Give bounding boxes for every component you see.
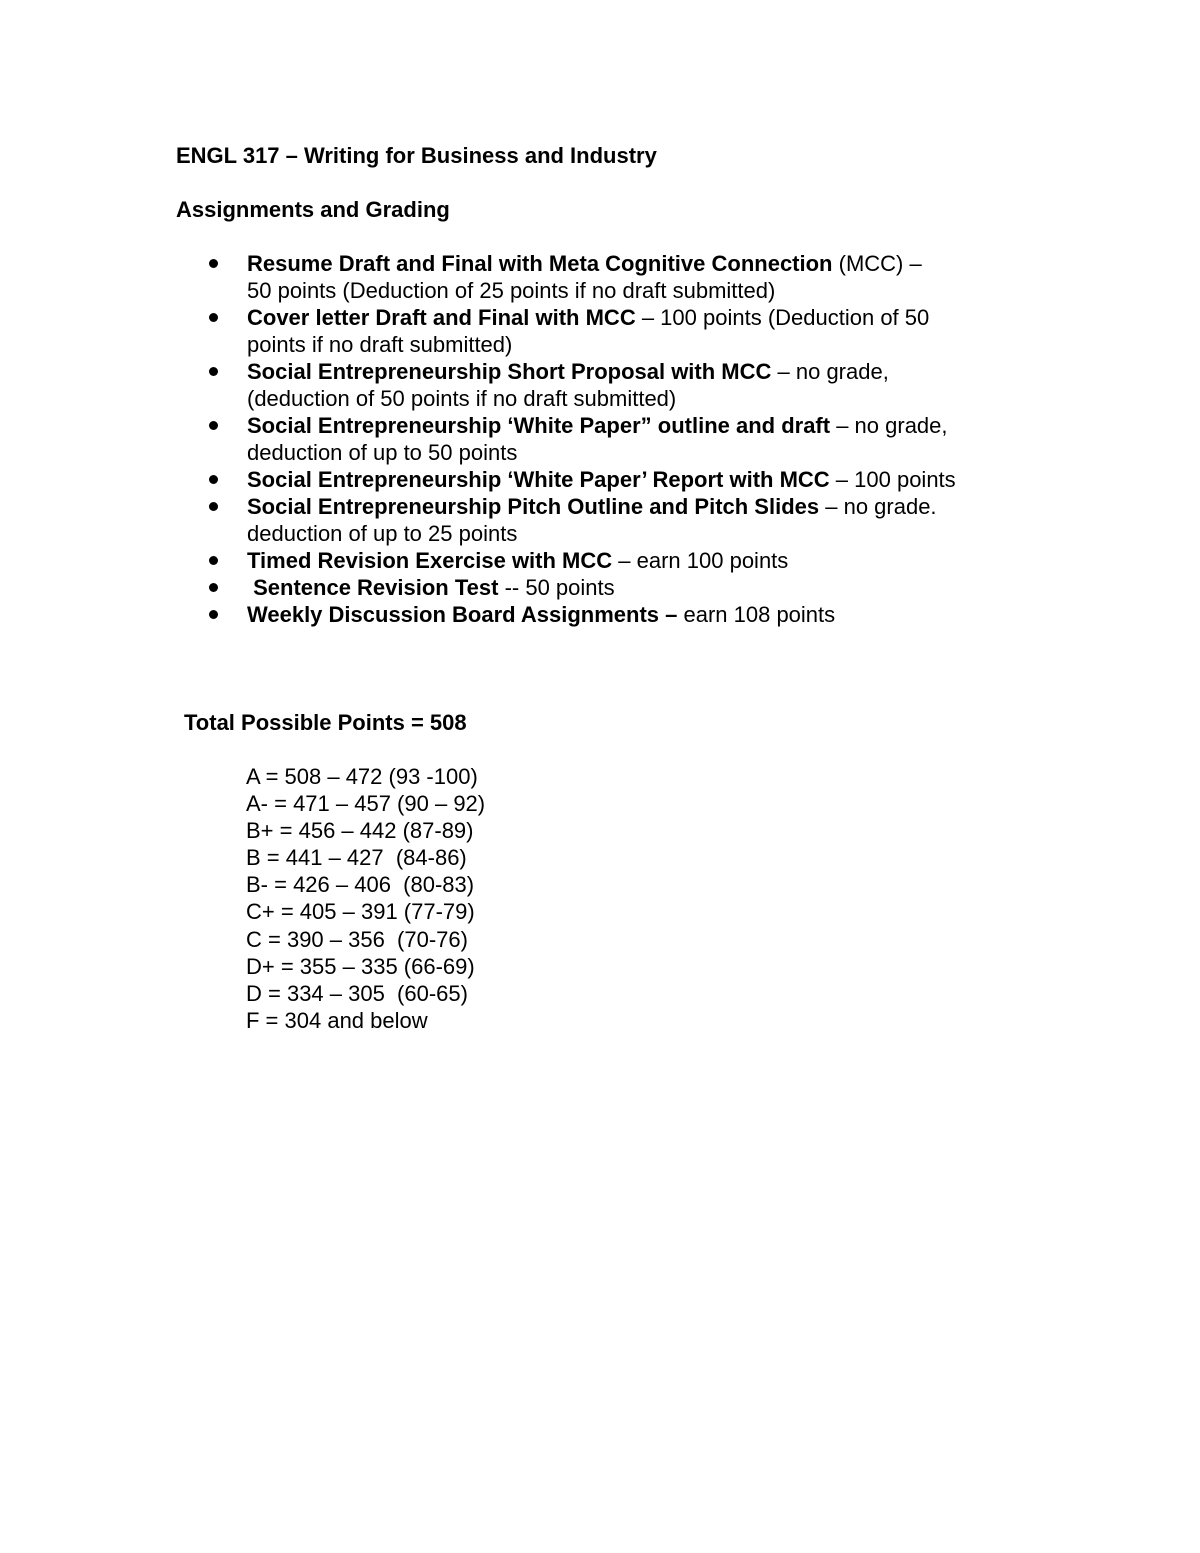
assignment-name: Social Entrepreneurship Pitch Outline and Pitch Slides [247,494,820,519]
grade-row: B- = 426 – 406 (80-83) [246,872,475,898]
list-item [206,358,1036,412]
list-item [206,412,1036,466]
assignment-name: Weekly Discussion Board Assignments – [247,602,678,627]
grade-row: D+ = 355 – 335 (66-69) [246,953,475,979]
assignment-name: Social Entrepreneurship ‘White Paper’ Report with MCC [247,467,830,492]
assignment-detail: – 100 points [829,467,956,492]
grade-row: D = 334 – 305 (60-65) [246,980,468,1006]
assignment-detail-continued: deduction of up to 25 points [247,521,518,546]
list-item [206,304,1036,358]
bullet-icon [209,583,218,592]
assignment-detail: earn 108 points [677,602,836,627]
grade-scale [246,763,485,1034]
grade-row: A = 508 – 472 (93 -100) [246,764,478,789]
assignment-detail: – 100 points (Deduction of 50 [635,305,930,330]
grade-row: B+ = 456 – 442 (87-89) [246,818,474,844]
bullet-icon [209,421,218,430]
assignment-name: Social Entrepreneurship ‘White Paper” outline and draft [247,413,831,438]
bullet-icon [209,502,218,511]
assignment-name: Cover letter Draft and Final with MCC [247,305,636,330]
list-item [206,466,1036,493]
grade-row: F = 304 and below [246,1007,428,1033]
bullet-icon [209,367,218,376]
bullet-icon [209,313,218,322]
bullet-icon [209,556,218,565]
assignment-detail-continued: 50 points (Deduction of 25 points if no draft submitted) [247,278,776,303]
list-item [206,493,1036,547]
total-possible-points: Total Possible Points = 508 [184,710,467,735]
grade-row: C+ = 405 – 391 (77-79) [246,899,475,925]
assignment-name: Social Entrepreneurship Short Proposal with MCC [247,359,772,384]
bullet-icon [209,259,218,268]
bullet-icon [209,475,218,484]
assignment-detail: – no grade, [830,413,948,438]
assignment-name: Timed Revision Exercise with MCC [247,548,613,573]
assignment-detail-continued: deduction of up to 50 points [247,440,518,465]
course-title: ENGL 317 – Writing for Business and Industry [176,143,657,168]
list-item [206,601,1036,628]
assignment-detail: – no grade. [819,494,937,519]
list-item [206,547,1036,574]
grade-row: A- = 471 – 457 (90 – 92) [246,791,486,817]
grade-row: B = 441 – 427 (84-86) [246,845,467,871]
assignment-detail: – no grade, [771,359,889,384]
list-item [206,250,1036,304]
assignment-detail: (MCC) – [832,251,922,276]
list-item [206,574,1036,601]
section-heading: Assignments and Grading [176,197,450,222]
assignment-list [206,250,1036,628]
assignment-detail: -- 50 points [498,575,615,600]
assignment-detail-continued: (deduction of 50 points if no draft submitted) [247,386,677,411]
assignment-detail-continued: points if no draft submitted) [247,332,513,357]
assignment-detail: – earn 100 points [612,548,789,573]
bullet-icon [209,610,218,619]
grade-row: C = 390 – 356 (70-76) [246,926,468,952]
assignment-name: Sentence Revision Test [247,575,499,600]
assignment-name: Resume Draft and Final with Meta Cognitive Connection [247,251,833,276]
